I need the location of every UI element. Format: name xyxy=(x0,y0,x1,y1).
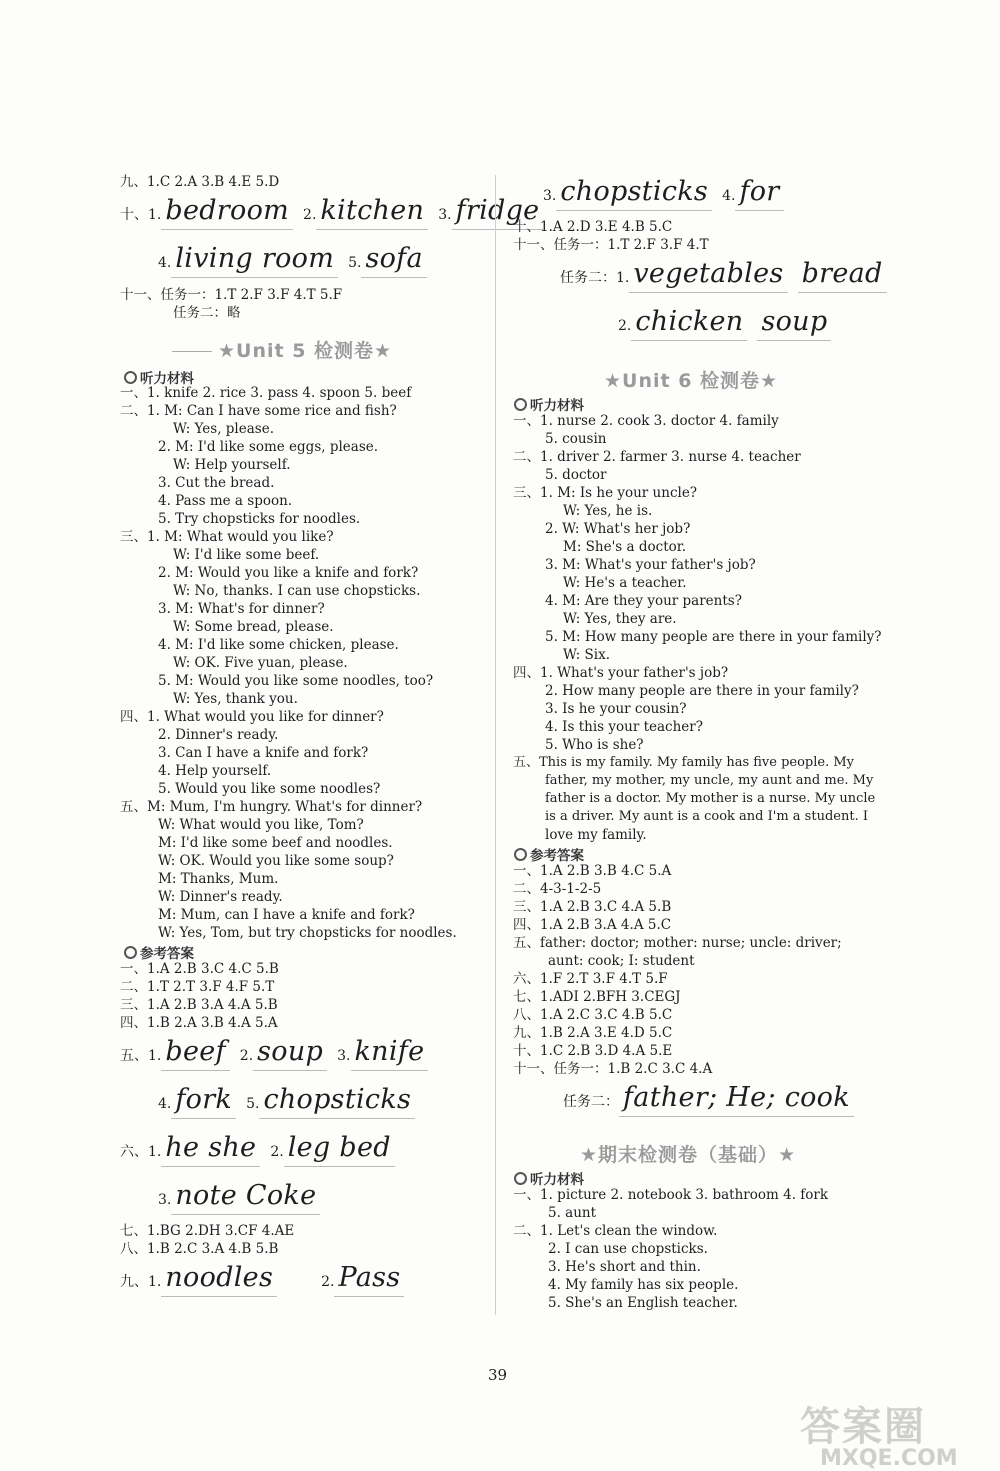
handwritten-answer-row: 任务二： father; He; cook xyxy=(563,1082,864,1117)
answer-line: 一、1.A 2.B 3.B 4.C 5.A xyxy=(513,863,672,879)
text-line: 3. He's short and thin. xyxy=(548,1259,701,1275)
handwritten-word: soup xyxy=(757,306,831,341)
magnifier-icon xyxy=(124,946,137,959)
text-line: 2. W: What's her job? xyxy=(545,521,691,537)
handwritten-word: chopsticks xyxy=(259,1084,415,1119)
text-line: 三、1. M: Is he your uncle? xyxy=(513,485,698,501)
answer-line: 三、1.A 2.B 3.C 4.A 5.B xyxy=(513,899,672,915)
listening-heading: 听力材料 xyxy=(124,367,194,387)
section-title: ★Unit 5 检测卷★ xyxy=(172,336,392,363)
text-line: W: Yes, he is. xyxy=(563,503,653,519)
text-line: 四、1. What would you like for dinner? xyxy=(120,709,384,725)
text-line: W: Yes, thank you. xyxy=(173,691,298,707)
handwritten-word: leg bed xyxy=(284,1132,395,1167)
listening-heading: 听力材料 xyxy=(514,1168,584,1188)
text-line: 2. I can use chopsticks. xyxy=(548,1241,708,1257)
text-line: 3. Can I have a knife and fork? xyxy=(158,745,369,761)
magnifier-icon xyxy=(124,371,137,384)
text-line: 5. M: Would you like some noodles, too? xyxy=(158,673,434,689)
text-line: 4. My family has six people. xyxy=(548,1277,739,1293)
answer-line: 九、1.C 2.A 3.B 4.E 5.D xyxy=(120,174,280,190)
answer-line: 三、1.A 2.B 3.A 4.A 5.B xyxy=(120,997,278,1013)
text-line: M: She's a doctor. xyxy=(563,539,687,555)
text-line: 二、1. Let's clean the window. xyxy=(513,1223,718,1239)
handwritten-word: fork xyxy=(171,1084,236,1119)
handwritten-word: Pass xyxy=(334,1262,404,1297)
text-line: 一、1. knife 2. rice 3. pass 4. spoon 5. beef xyxy=(120,385,412,401)
text-line: 一、1. nurse 2. cook 3. doctor 4. family xyxy=(513,413,779,429)
text-line: father, my mother, my uncle, my aunt and me. My xyxy=(545,773,874,788)
handwritten-answer-row: 五、1. beef 2. soup 3. knife xyxy=(120,1036,438,1071)
text-line: W: Yes, Tom, but try chopsticks for noodles. xyxy=(158,925,457,941)
answer-line: 十一、任务一：1.T 2.F 3.F 4.T 5.F xyxy=(120,287,343,303)
column-divider xyxy=(495,175,496,1315)
handwritten-answer-row: 3. chopsticks 4. for xyxy=(543,176,794,211)
handwritten-word: sofa xyxy=(361,243,426,278)
answer-line: 四、1.A 2.B 3.A 4.A 5.C xyxy=(513,917,672,933)
text-line: love my family. xyxy=(545,827,647,843)
answers-heading: 参考答案 xyxy=(514,844,584,864)
answer-line: 十一、任务一：1.T 2.F 3.F 4.T xyxy=(513,237,709,253)
magnifier-icon xyxy=(514,848,527,861)
text-line: M: Thanks, Mum. xyxy=(158,871,279,887)
text-line: 三、1. M: What would you like? xyxy=(120,529,334,545)
text-line: 3. M: What's your father's job? xyxy=(545,557,756,573)
text-line: 五、M: Mum, I'm hungry. What's for dinner? xyxy=(120,799,423,815)
text-line: 4. Is this your teacher? xyxy=(545,719,703,735)
text-line: 5. Try chopsticks for noodles. xyxy=(158,511,361,527)
handwritten-word: for xyxy=(735,176,783,211)
text-line: W: Yes, they are. xyxy=(563,611,677,627)
text-line: 二、1. M: Can I have some rice and fish? xyxy=(120,403,397,419)
listening-heading: 听力材料 xyxy=(514,394,584,414)
answer-line: 十一、任务一：1.B 2.C 3.C 4.A xyxy=(513,1061,713,1077)
answer-line: 一、1.A 2.B 3.C 4.C 5.B xyxy=(120,961,279,977)
text-line: W: No, thanks. I can use chopsticks. xyxy=(173,583,421,599)
answer-line: 十、1.C 2.B 3.D 4.A 5.E xyxy=(513,1043,673,1059)
watermark-logo: 答案圈 MXQE.COM xyxy=(800,1404,958,1471)
text-line: 5. aunt xyxy=(548,1205,597,1221)
text-line: 4. M: Are they your parents? xyxy=(545,593,742,609)
text-line: 二、1. driver 2. farmer 3. nurse 4. teacher xyxy=(513,449,801,465)
text-line: 2. M: Would you like a knife and fork? xyxy=(158,565,419,581)
handwritten-word: father; He; cook xyxy=(619,1082,854,1117)
text-line: 5. Would you like some noodles? xyxy=(158,781,381,797)
answer-line: 六、1.F 2.T 3.F 4.T 5.F xyxy=(513,971,668,987)
text-line: 3. M: What's for dinner? xyxy=(158,601,325,617)
text-line: 4. Help yourself. xyxy=(158,763,272,779)
text-line: 4. M: I'd like some chicken, please. xyxy=(158,637,399,653)
answer-line: 七、1.ADI 2.BFH 3.CEGJ xyxy=(513,989,681,1005)
handwritten-word: note Coke xyxy=(171,1180,320,1215)
answers-heading: 参考答案 xyxy=(124,942,194,962)
handwritten-word: beef xyxy=(161,1036,229,1071)
text-line: 2. M: I'd like some eggs, please. xyxy=(158,439,379,455)
text-line: W: OK. Would you like some soup? xyxy=(158,853,394,869)
text-line: 五、This is my family. My family has five people. My xyxy=(513,755,855,770)
text-line: 一、1. picture 2. notebook 3. bathroom 4. fork xyxy=(513,1187,829,1203)
text-line: W: OK. Five yuan, please. xyxy=(173,655,348,671)
handwritten-word: chicken xyxy=(631,306,747,341)
handwritten-answer-row: 九、1. noodles 2. Pass xyxy=(120,1262,414,1297)
answer-line: 五、father: doctor; mother: nurse; uncle: driver; xyxy=(513,935,842,951)
text-line: W: I'd like some beef. xyxy=(173,547,320,563)
text-line: 5. doctor xyxy=(545,467,607,483)
text-line: W: Help yourself. xyxy=(173,457,291,473)
text-line: W: Dinner's ready. xyxy=(158,889,283,905)
handwritten-answer-row: 任务二：1. vegetables bread xyxy=(560,258,897,293)
answer-line: 九、1.B 2.A 3.E 4.D 5.C xyxy=(513,1025,673,1041)
text-line: 5. Who is she? xyxy=(545,737,644,753)
handwritten-word: bedroom xyxy=(161,195,293,230)
handwritten-word: bread xyxy=(798,258,887,293)
answer-line: 七、1.BG 2.DH 3.CF 4.AE xyxy=(120,1223,295,1239)
text-line: father is a doctor. My mother is a nurse. My uncle xyxy=(545,791,876,806)
text-line: 5. M: How many people are there in your family? xyxy=(545,629,882,645)
handwritten-answer-row: 六、1. he she 2. leg bed xyxy=(120,1132,405,1167)
text-line: W: Some bread, please. xyxy=(173,619,334,635)
handwritten-answer-row: 十、1. bedroom 2. kitchen 3. fridge xyxy=(120,195,553,230)
handwritten-answer-row: 4. fork 5. chopsticks xyxy=(158,1084,425,1119)
handwritten-answer-row: 2. chicken soup xyxy=(618,306,841,341)
handwritten-word: knife xyxy=(351,1036,429,1071)
handwritten-answer-row: 3. note Coke xyxy=(158,1180,330,1215)
answer-line: 八、1.B 2.C 3.A 4.B 5.B xyxy=(120,1241,279,1257)
handwritten-word: chopsticks xyxy=(556,176,712,211)
page-number: 39 xyxy=(488,1366,508,1384)
answer-line: 十、1.A 2.D 3.E 4.B 5.C xyxy=(513,219,673,235)
handwritten-word: kitchen xyxy=(316,195,428,230)
answer-line: 任务二：略 xyxy=(173,305,241,321)
answer-line: aunt: cook; I: student xyxy=(548,953,695,969)
text-line: W: What would you like, Tom? xyxy=(158,817,364,833)
text-line: M: I'd like some beef and noodles. xyxy=(158,835,393,851)
answer-line: 四、1.B 2.A 3.B 4.A 5.A xyxy=(120,1015,278,1031)
handwritten-word: noodles xyxy=(161,1262,277,1297)
handwritten-word: he she xyxy=(161,1132,260,1167)
handwritten-word: fridge xyxy=(452,195,544,230)
text-line: 2. How many people are there in your family? xyxy=(545,683,859,699)
answer-line: 二、4-3-1-2-5 xyxy=(513,881,602,897)
text-line: 3. Cut the bread. xyxy=(158,475,275,491)
section-title: ★期末检测卷（基础）★ xyxy=(580,1144,797,1166)
text-line: W: Yes, please. xyxy=(173,421,274,437)
text-line: is a driver. My aunt is a cook and I'm a student. I xyxy=(545,809,868,824)
handwritten-word: soup xyxy=(253,1036,327,1071)
text-line: W: He's a teacher. xyxy=(563,575,687,591)
handwritten-answer-row: 4. living room 5. sofa xyxy=(158,243,437,278)
text-line: 5. cousin xyxy=(545,431,607,447)
handwritten-word: living room xyxy=(171,243,338,278)
handwritten-word: vegetables xyxy=(629,258,787,293)
magnifier-icon xyxy=(514,1172,527,1185)
text-line: 4. Pass me a spoon. xyxy=(158,493,293,509)
text-line: W: Six. xyxy=(563,647,611,663)
answer-line: 八、1.A 2.C 3.C 4.B 5.C xyxy=(513,1007,673,1023)
text-line: 5. She's an English teacher. xyxy=(548,1295,738,1311)
text-line: 3. Is he your cousin? xyxy=(545,701,687,717)
magnifier-icon xyxy=(514,398,527,411)
text-line: 四、1. What's your father's job? xyxy=(513,665,729,681)
text-line: M: Mum, can I have a knife and fork? xyxy=(158,907,415,923)
section-title: ★Unit 6 检测卷★ xyxy=(604,370,779,392)
answer-line: 二、1.T 2.T 3.F 4.F 5.T xyxy=(120,979,275,995)
text-line: 2. Dinner's ready. xyxy=(158,727,279,743)
